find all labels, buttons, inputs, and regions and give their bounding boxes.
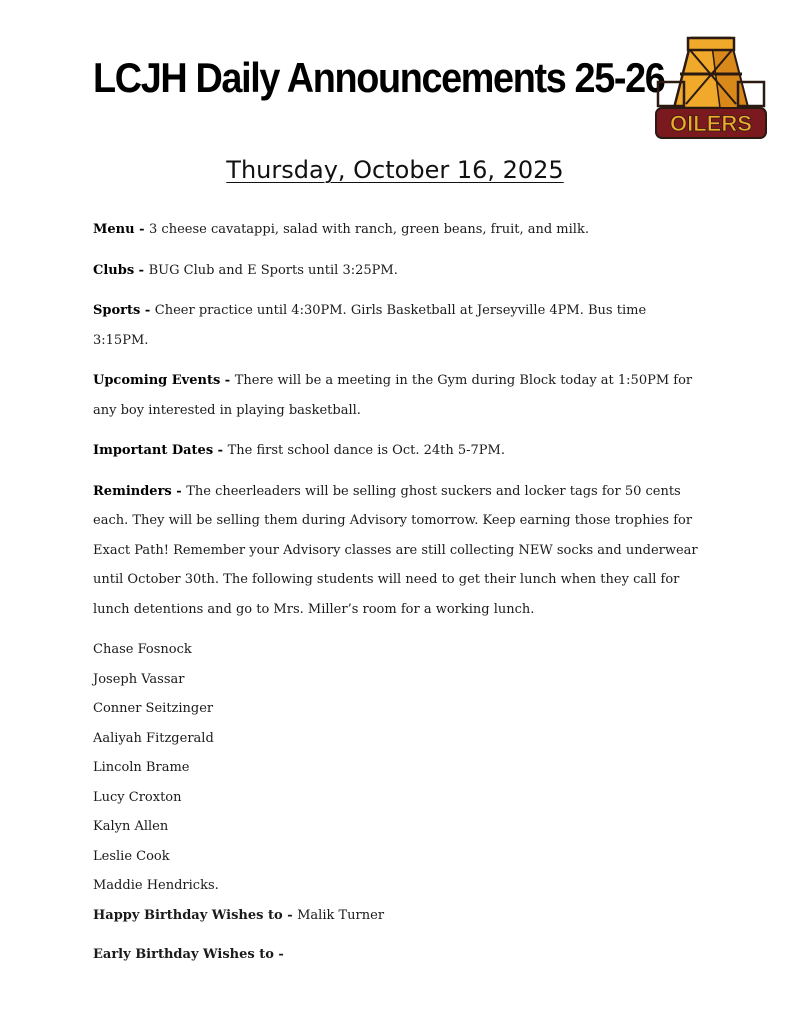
clubs-section bbox=[93, 256, 703, 286]
sports-section bbox=[93, 296, 703, 355]
upcoming-events-text: There will be a meeting in the Gym during Block today at 1:50PM for any boy interested in playing basketball. bbox=[93, 373, 693, 418]
page-title: LCJH Daily Announcements 25-26 bbox=[93, 54, 665, 101]
list-item: Lucy Croxton bbox=[93, 789, 182, 805]
list-item: Conner Seitzinger bbox=[93, 701, 214, 716]
list-item: Lincoln Brame bbox=[93, 760, 190, 775]
reminders-text: The cheerleaders will be selling ghost suckers and locker tags for 50 cents each. They will be selling them during Advisory tomorrow. Keep earning those trophies for Exact Path! Remember your Advisory classes are still collecting NEW socks and underwear until October 30th. The following students will need to get their lunch when they call for lunch detentions and go to Mrs. Miller’s room for a working lunch. bbox=[93, 483, 698, 617]
important-dates-section bbox=[93, 436, 703, 466]
upcoming-events-label: Upcoming Events - bbox=[93, 373, 235, 388]
list-item: Chase Fosnock bbox=[93, 642, 192, 657]
important-dates-text: The first school dance is Oct. 24th 5-7PM. bbox=[227, 443, 505, 458]
sports-label: Sports - bbox=[93, 303, 155, 318]
list-item: Joseph Vassar bbox=[93, 671, 185, 687]
list-item: Leslie Cook bbox=[93, 848, 170, 864]
logo-wordmark: OILERS bbox=[670, 111, 752, 136]
reminders-label: Reminders - bbox=[93, 483, 187, 499]
happy-birthday-label: Happy Birthday Wishes to - bbox=[93, 907, 298, 923]
lunch-detention-list bbox=[93, 635, 703, 901]
list-item: Aaliyah Fitzgerald bbox=[93, 730, 214, 746]
happy-birthday-names: Malik Turner bbox=[297, 907, 385, 923]
list-item: Kalyn Allen bbox=[93, 819, 169, 834]
oilers-logo bbox=[650, 34, 772, 142]
reminders-section bbox=[93, 477, 703, 625]
happy-birthday-section bbox=[93, 901, 703, 931]
clubs-text: BUG Club and E Sports until 3:25PM. bbox=[148, 262, 398, 278]
upcoming-events-section bbox=[93, 366, 703, 425]
list-item: Maddie Hendricks. bbox=[93, 878, 219, 893]
menu-label: Menu - bbox=[93, 222, 150, 237]
early-birthday-section bbox=[93, 940, 703, 970]
sports-text: Cheer practice until 4:30PM. Girls Basketball at Jerseyville 4PM. Bus time 3:15PM. bbox=[93, 303, 647, 348]
important-dates-label: Important Dates - bbox=[93, 443, 228, 458]
clubs-label: Clubs - bbox=[93, 262, 149, 278]
announcement-date: Thursday, October 16, 2025 bbox=[226, 156, 564, 184]
announcements-body bbox=[93, 215, 703, 980]
menu-text: 3 cheese cavatappi, salad with ranch, green beans, fruit, and milk. bbox=[149, 222, 589, 237]
menu-section bbox=[93, 215, 703, 245]
early-birthday-label: Early Birthday Wishes to - bbox=[93, 947, 284, 962]
oil-derrick-icon bbox=[658, 38, 764, 108]
